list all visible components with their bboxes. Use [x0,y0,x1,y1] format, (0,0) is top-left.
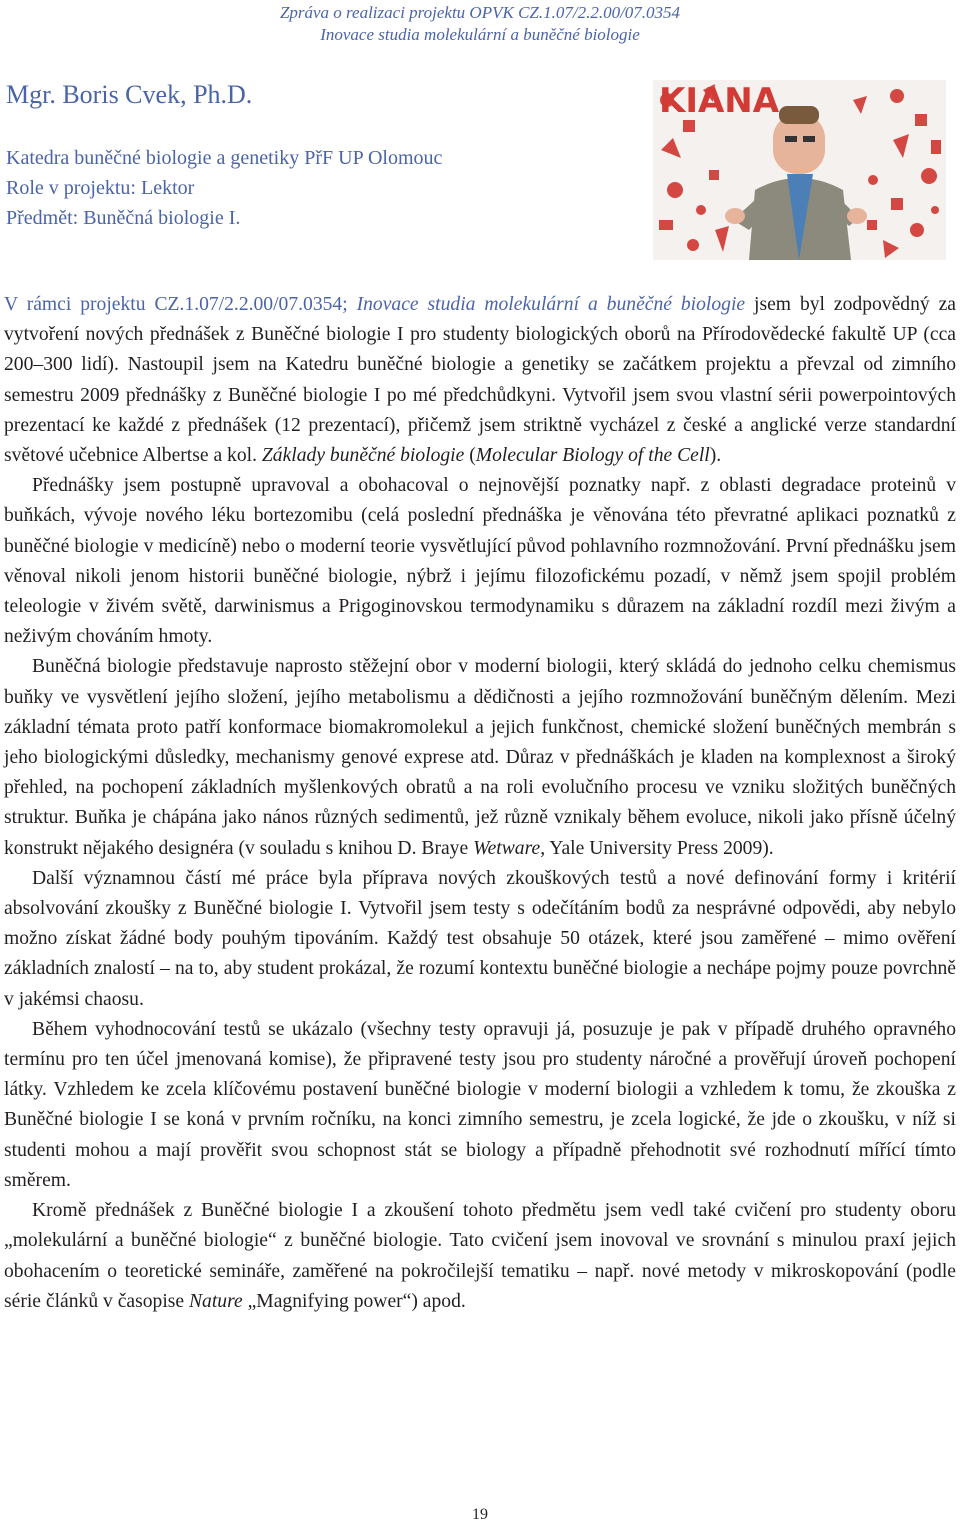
author-photo [653,80,946,260]
page-number: 19 [472,1506,488,1523]
paragraph-text: Kromě přednášek z Buněčné biologie I a zkoušení tohoto předmětu jsem vedl také cvičení pro studenty oboru „molekulární a buněčné biologie“ z buněčné biologie. Tato cvičení jsem inovoval ve srovnání s minulou praxí jejich obohacením o teoretické semináře, zaměřené na pokročilejší tematiku – např. nové metody v mikroskopování (podle série článků v časopise [4,1200,956,1312]
paragraph [4,1196,956,1317]
header-project-line: Zpráva o realizaci projektu OPVK CZ.1.07/2.2.00/07.0354 [279,3,681,22]
header-title-line: Inovace studia molekulární a buněčné biologie [320,25,640,44]
book-title-en: Molecular Biology of the Cell [475,445,710,467]
paragraph-text: Buněčná biologie představuje naprosto stěžejní obor v moderní biologii, který skládá do jednoho celku chemismus buňky ve vysvětlení jejího složení, jejího metabolismu a dědičnosti a jejího rozmnožování buněčným dělením. Mezi základní témata proto patří konformace biomakromolekul a jejich funkčnost, chemické složení buněčných membrán s jeho biologickými důsledky, mechanismy genové exprese atd. Důraz v přednáškách je kladen na komplexnost a široký přehled, na pochopení základních myšlenkových obratů a na roli evolučního procesu ve vzniku složitých buněčných struktur. Buňka je chápána jako nános různých sedimentů, jež různě vznikaly během evoluce, nikoli jako přísně účelný konstrukt nějakého designéra (v souladu s knihou D. Braye [4,656,956,859]
paragraph-text: ( [464,445,476,467]
paragraph-text: „Magnifying power“) apod. [242,1290,466,1312]
portrait-photo-icon [653,80,946,260]
page-header [0,2,960,46]
article-body [4,290,956,1317]
paragraph: Další významnou částí mé práce byla příprava nových zkouškových testů a nové definování formy i kritérií absolvování zkoušky z Buněčné biologie I. Vytvořil jsem testy s odečítáním bodů za nesprávné odpovědi, aby nebylo možno získat žádné body pouhým tipováním. Každý test obsahuje 50 otázek, které jsou zaměřené – mimo ověření základních znalostí – na to, aby student prokázal, že rozumí kontextu buněčné biologie a nechápe pojmy pouze povrchně v jakémsi chaosu. [4,867,956,1010]
author-role: Role v projektu: Lektor [6,177,195,199]
book-title-wetware: Wetware [473,837,541,859]
paragraph: Přednášky jsem postupně upravoval a obohacoval o nejnovější poznatky např. z oblasti degradace proteinů v buňkách, vývoje nového léku bortezomibu (celá poslední přednáška je věnována této převratné aplikaci poznatků z buněčné biologie v medicíně) nebo o moderní teorie vysvětlující původ pohlavního rozmnožování. První přednášku jsem věnoval nikoli jenom historii buněčné biologie, nýbrž i jejímu filozofickému pozadí, v němž jsem spojil problém teleologie v živém světě, darwinismus a Prigoginovskou termodynamiku s důrazem na základní rozdíl mezi živým a neživým chováním hmoty. [4,475,956,648]
author-department: Katedra buněčné biologie a genetiky PřF UP Olomouc [6,147,443,169]
svg-text:KIANA: KIANA [659,81,780,121]
paragraph: Během vyhodnocování testů se ukázalo (všechny testy opravuji já, posuzuje je pak v případě druhého opravného termínu pro ten účel jmenovaná komise), že připravené testy jsou pro studenty náročné a prověřují úroveň pochopení látky. Vzhledem ke zcela klíčovému postavení buněčné biologie v moderní biologii a vzhledem k tomu, že zkouška z Buněčné biologie I se koná v prvním ročníku, na konci zimního semestru, je zcela logické, že jde o zkoušku, v níž si studenti mohou a mají prověřit svou schopnost stát se biology a případně přehodnotit své rozhodnutí mířící tímto směrem. [4,1018,956,1191]
project-title: Inovace studia molekulární a buněčné biologie [356,294,746,315]
author-subject: Předmět: Buněčná biologie I. [6,207,241,229]
project-reference: V rámci projektu CZ.1.07/2.2.00/07.0354; [4,294,357,315]
author-details [6,143,442,233]
paragraph-text: jsem byl zodpovědný za vytvoření nových přednášek z Buněčné biologie I pro studenty biologických oborů na Přírodovědecké fakultě UP (cca 200–300 lidí). Nastoupil jsem na Katedru buněčné biologie a genetiky se začátkem projektu a převzal od zimního semestru 2009 přednášky z Buněčné biologie I po mé předchůdkyni. Vytvořil jsem svou vlastní sérii powerpointových prezentací ke každé z přednášek (12 prezentací), přičemž jsem striktně vycházel z české a anglické verze standardní světové učebnice Albertse a kol. [4,294,956,467]
paragraph [4,652,956,863]
book-title-cz: Základy buněčné biologie [261,445,465,467]
paragraph-text: ). [709,445,722,467]
paragraph [4,290,956,471]
author-name: Mgr. Boris Cvek, Ph.D. [6,80,253,109]
paragraph-text: , Yale University Press 2009). [540,837,774,859]
journal-title: Nature [188,1290,243,1312]
photo-lettering [659,81,780,121]
